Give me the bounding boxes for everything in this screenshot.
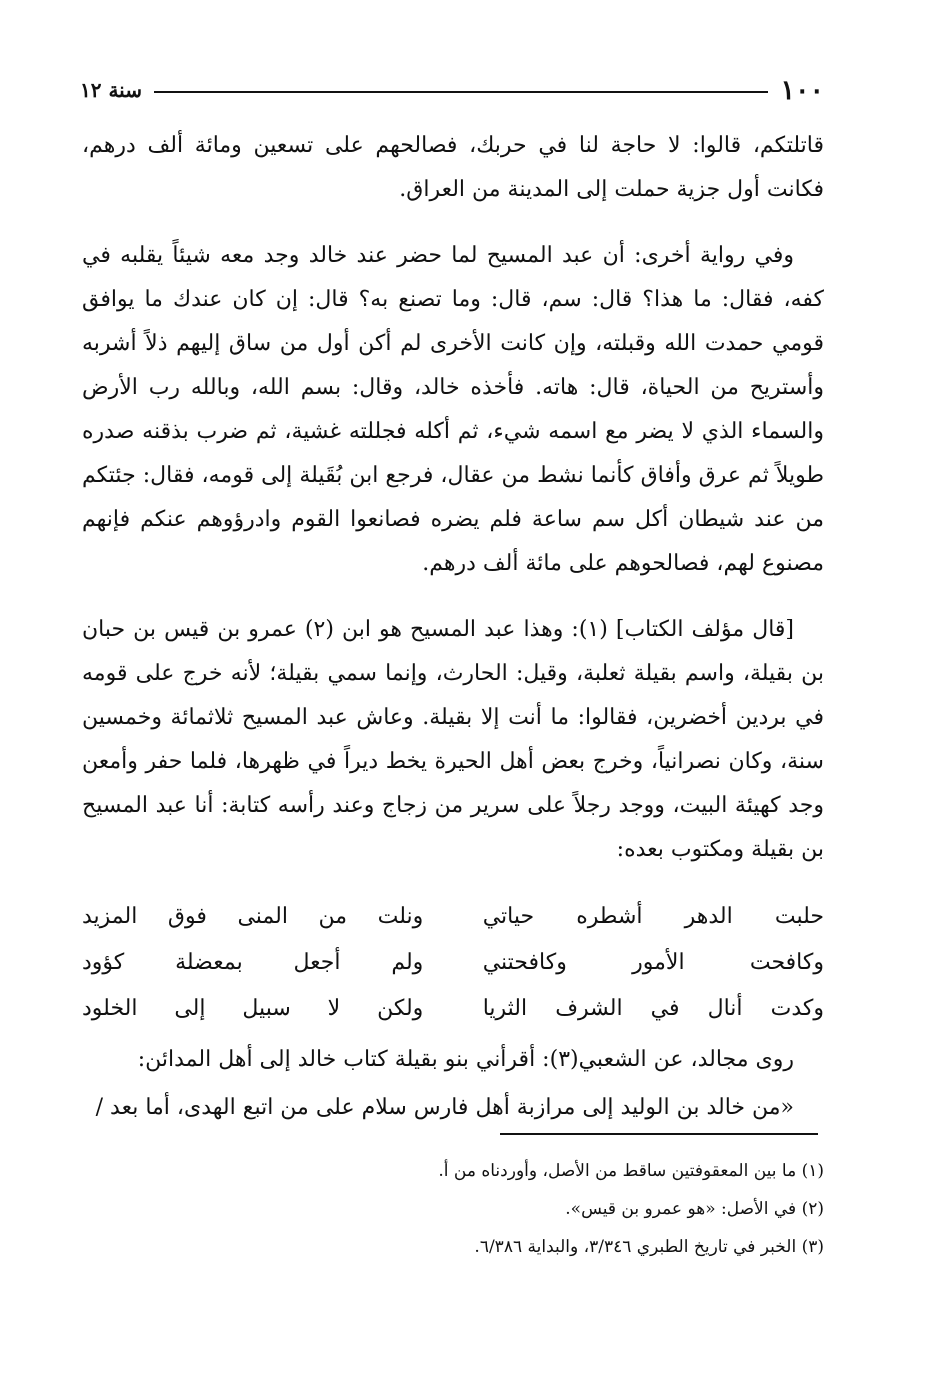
- main-text: [82, 124, 824, 1152]
- footnote: (١) ما بين المعقوفتين ساقط من الأصل، وأوردناه من أ.: [438, 1161, 824, 1181]
- running-head: سنة ١٢: [80, 78, 142, 102]
- paragraph: «من خالد بن الوليد إلى مرازبة أهل فارس سلام على من اتبع الهدى، أما بعد /: [95, 1095, 794, 1120]
- poem-verse: [82, 986, 824, 1032]
- verse-second-hemistich: ولم أجعل بمعضلة كؤود: [82, 950, 424, 975]
- header-rule: [154, 91, 769, 93]
- verse-second-hemistich: ونلت من المنى فوق المزيد: [82, 904, 424, 929]
- verse-second-hemistich: ولكن لا سبيل إلى الخلود: [82, 996, 424, 1021]
- verse-first-hemistich: وكافحت الأمور وكافحتني: [482, 950, 824, 975]
- footnote-rule: [500, 1133, 818, 1135]
- page-header: [80, 70, 824, 110]
- footnote: (٣) الخبر في تاريخ الطبري ٣/٣٤٦، والبداية ٦/٣٨٦.: [474, 1237, 824, 1257]
- paragraph: [قال مؤلف الكتاب] (١): وهذا عبد المسيح هو ابن (٢) عمرو بن قيس بن حبان بن بقيلة، واسم بقيلة ثعلبة، وقيل: الحارث، وإنما سمي بقيلة؛ لأنه خرج على قومه في بردين أخضرين، فقالوا: ما أنت إلا بقيلة. وعاش عبد المسيح ثلاثمائة وخمسين سنة، وكان نصرانياً، وخرج بعض أهل الحيرة يخط ديراً في ظهرها، فلما حفر وأمعن وجد كهيئة البيت، ووجد رجلاً على سرير من زجاج وعند رأسه كتابة: أنا عبد المسيح بن بقيلة ومكتوب بعده:: [82, 617, 824, 862]
- page-number: ١٠٠: [780, 74, 824, 106]
- footnotes: [82, 1152, 824, 1266]
- paragraph: قاتلتكم، قالوا: لا حاجة لنا في حربك، فصالحهم على تسعين ومائة ألف درهم، فكانت أول جزية حملت إلى المدينة من العراق.: [82, 133, 824, 202]
- footnote: (٢) في الأصل: «هو عمرو بن قيس».: [565, 1199, 824, 1219]
- poem-verse: [82, 940, 824, 986]
- poem-verse: [82, 894, 824, 940]
- paragraph: وفي رواية أخرى: أن عبد المسيح لما حضر عند خالد وجد معه شيئاً يقلبه في كفه، فقال: ما هذا؟ قال: سم، قال: وما تصنع به؟ قال: إن كان عندك ما يوافق قومي حمدت الله وقبلته، وإن كانت الأخرى لم أكن أول من ساق إليهم ذلاً أشربه وأستريح من الحياة، قال: هاته. فأخذه خالد، وقال: بسم الله، وبالله رب الأرض والسماء الذي لا يضر مع اسمه شيء، ثم أكله فجللته غشية، ثم ضرب بذقنه صدره طويلاً ثم عرق وأفاق كأنما نشط من عقال، فرجع ابن بُقَيلة إلى قومه، فقال: جئتكم من عند شيطان أكل سم ساعة فلم يضره فصانعوا القوم وادرؤوهم عنكم فإنهم مصنوع لهم، فصالحوهم على مائة ألف درهم.: [82, 243, 824, 576]
- verse-first-hemistich: وكدت أنال في الشرف الثريا: [482, 996, 824, 1021]
- verse-first-hemistich: حلبت الدهر أشطره حياتي: [482, 904, 824, 929]
- paragraph: روى مجالد، عن الشعبي(٣): أقرأني بنو بقيلة كتاب خالد إلى أهل المدائن:: [137, 1047, 794, 1072]
- poem: [82, 894, 824, 1032]
